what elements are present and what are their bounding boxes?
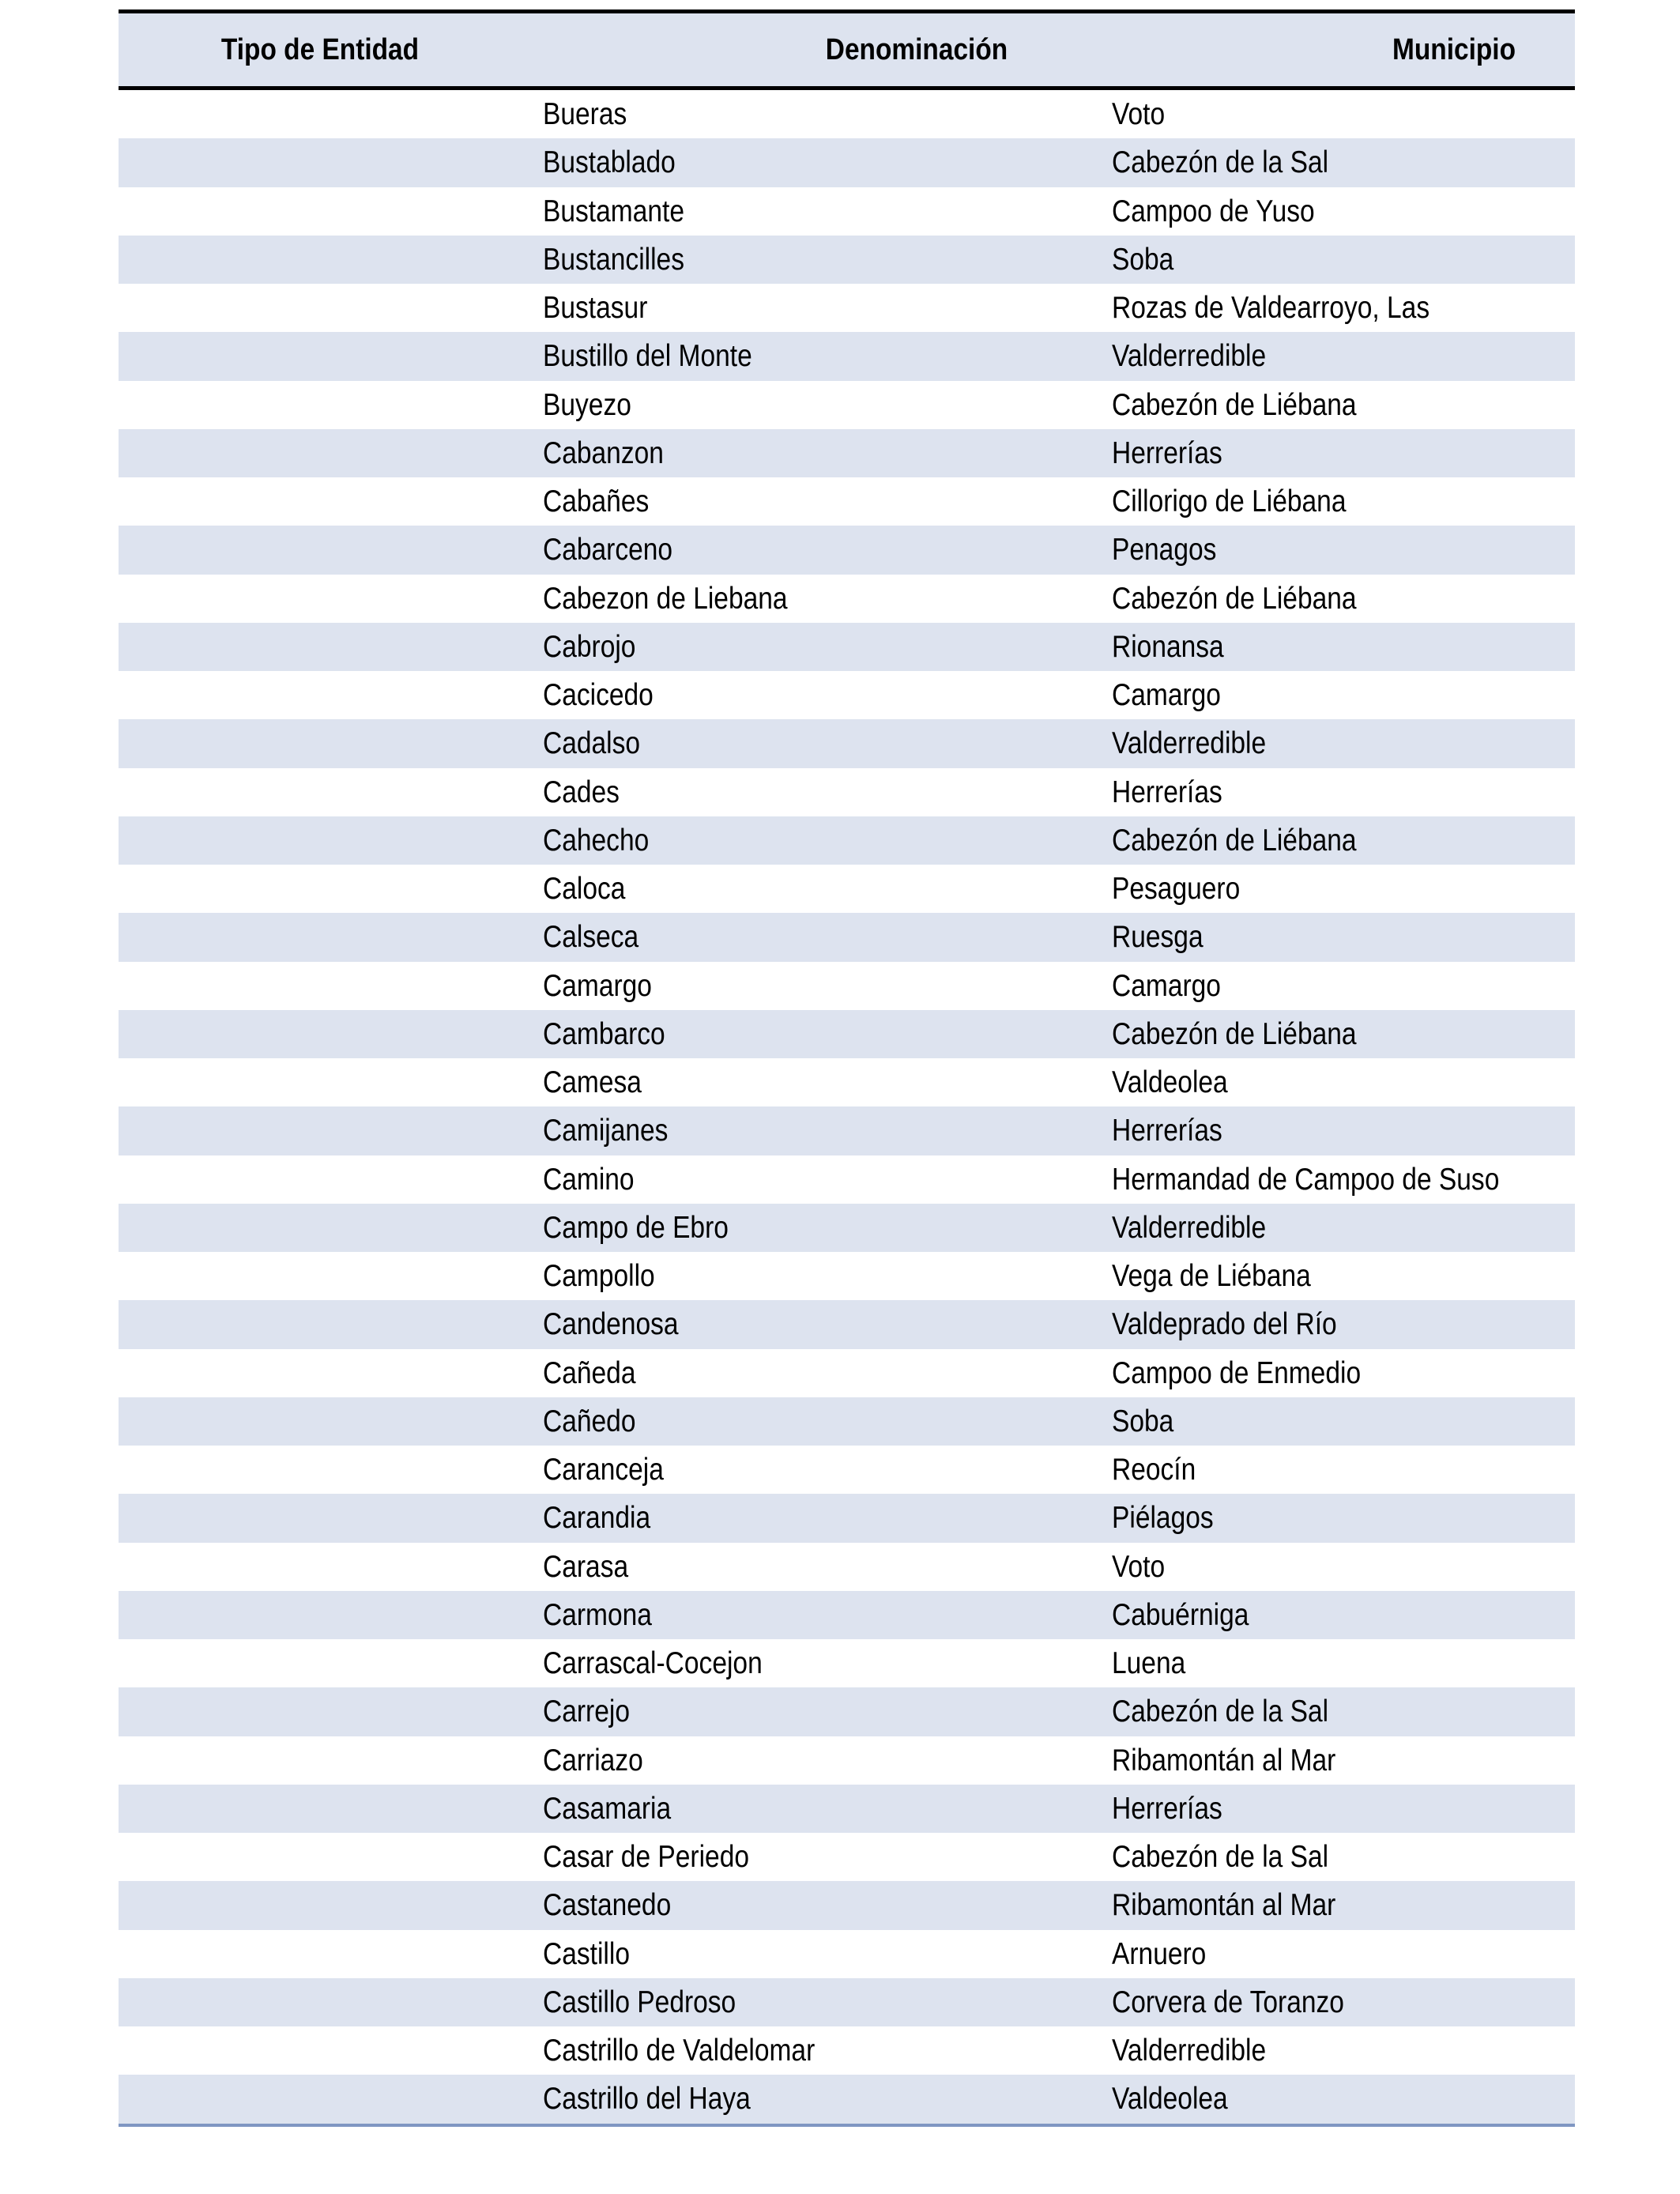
cell-denominacion: Carrascal-Cocejon [543,1646,763,1680]
cell-tipo [119,477,465,526]
table-row [119,284,1575,332]
cell-municipio: Luena [1112,1646,1186,1680]
cell-tipo [119,429,465,477]
cell-tipo [119,671,465,719]
cell-tipo [119,1785,465,1833]
cell-tipo [119,1833,465,1881]
table-row [119,1397,1575,1446]
cell-municipio: Camargo [1112,968,1221,1003]
cell-tipo [119,1930,465,1978]
table-row [119,623,1575,671]
cell-municipio: Camargo [1112,678,1221,712]
table-header [119,9,1575,90]
table-row [119,1785,1575,1833]
cell-municipio: Valdeolea [1112,2082,1228,2117]
table-row [119,1881,1575,1929]
cell-denominacion: Caranceja [543,1453,664,1487]
cell-municipio: Piélagos [1112,1501,1214,1536]
cell-tipo [119,865,465,913]
cell-municipio: Valderredible [1112,726,1267,761]
table-row [119,1930,1575,1978]
cell-denominacion: Cañedo [543,1404,636,1438]
cell-municipio: Soba [1112,242,1174,277]
cell-denominacion: Campo de Ebro [543,1210,729,1245]
cell-tipo [119,575,465,623]
cell-denominacion: Cañeda [543,1355,636,1390]
cell-municipio: Voto [1112,97,1166,131]
cell-municipio: Hermandad de Campoo de Suso [1112,1162,1500,1197]
cell-tipo [119,526,465,574]
table-row [119,1252,1575,1300]
cell-tipo [119,1300,465,1348]
cell-tipo [119,1494,465,1542]
cell-tipo [119,816,465,865]
cell-denominacion: Bustillo del Monte [543,339,752,374]
cell-municipio: Herrerías [1112,435,1222,470]
cell-tipo [119,1687,465,1736]
cell-municipio: Campoo de Yuso [1112,194,1315,228]
cell-denominacion: Bustancilles [543,242,684,277]
cell-municipio: Herrerías [1112,1791,1222,1826]
cell-denominacion: Cambarco [543,1016,665,1051]
cell-denominacion: Camijanes [543,1114,669,1148]
table-row [119,1639,1575,1687]
table-row [119,477,1575,526]
cell-denominacion: Camargo [543,968,652,1003]
table-bottom-rule [119,2124,1575,2127]
cell-municipio: Cabezón de la Sal [1112,1840,1329,1874]
cell-municipio: Penagos [1112,533,1217,567]
cell-tipo [119,1252,465,1300]
table-row [119,1687,1575,1736]
cell-denominacion: Cabanzon [543,435,664,470]
cell-tipo [119,1204,465,1252]
cell-denominacion: Carandia [543,1501,651,1536]
cell-municipio: Campoo de Enmedio [1112,1355,1362,1390]
cell-denominacion: Cabarceno [543,533,673,567]
cell-municipio: Cabezón de la Sal [1112,1695,1329,1729]
table-row [119,1349,1575,1397]
cell-tipo [119,1058,465,1106]
cell-tipo [119,1591,465,1639]
table-row [119,1106,1575,1155]
cell-denominacion: Carasa [543,1549,629,1584]
table-row [119,332,1575,380]
cell-denominacion: Carmona [543,1597,652,1632]
table-row [119,429,1575,477]
cell-municipio: Cabezón de Liébana [1112,823,1357,858]
cell-municipio: Cabezón de Liébana [1112,1016,1357,1051]
cell-tipo [119,962,465,1010]
column-header-denominacion: Denominación [825,33,1008,66]
cell-municipio: Cabuérniga [1112,1597,1249,1632]
table-row [119,1736,1575,1785]
cell-denominacion: Bueras [543,97,627,131]
cell-municipio: Vega de Liébana [1112,1259,1311,1293]
cell-municipio: Ribamontán al Mar [1112,1888,1336,1923]
table-row [119,1204,1575,1252]
cell-municipio: Reocín [1112,1453,1196,1487]
cell-denominacion: Castillo [543,1936,630,1971]
cell-denominacion: Candenosa [543,1307,679,1342]
cell-municipio: Pesaguero [1112,872,1241,906]
cell-tipo [119,236,465,284]
cell-denominacion: Cades [543,775,620,809]
table-row [119,1446,1575,1494]
cell-denominacion: Carriazo [543,1743,643,1777]
table-row [119,381,1575,429]
cell-denominacion: Camesa [543,1065,642,1099]
cell-tipo [119,623,465,671]
cell-denominacion: Caloca [543,872,626,906]
cell-tipo [119,719,465,767]
cell-tipo [119,284,465,332]
cell-tipo [119,1881,465,1929]
cell-municipio: Arnuero [1112,1936,1207,1971]
cell-tipo [119,1397,465,1446]
cell-municipio: Soba [1112,1404,1174,1438]
cell-municipio: Cabezón de la Sal [1112,145,1329,180]
cell-municipio: Valdeolea [1112,1065,1228,1099]
cell-municipio: Cabezón de Liébana [1112,581,1357,616]
cell-tipo [119,1639,465,1687]
table-row [119,1155,1575,1204]
table-row [119,187,1575,236]
cell-municipio: Corvera de Toranzo [1112,1985,1344,2019]
cell-tipo [119,1543,465,1591]
cell-denominacion: Cadalso [543,726,641,761]
table-row [119,1543,1575,1591]
table-row [119,236,1575,284]
cell-municipio: Rionansa [1112,629,1224,664]
cell-tipo [119,913,465,961]
table-row [119,1591,1575,1639]
table-row [119,1833,1575,1881]
cell-denominacion: Casar de Periedo [543,1840,750,1874]
cell-municipio: Herrerías [1112,1114,1222,1148]
cell-denominacion: Castillo Pedroso [543,1985,736,2019]
table-row [119,138,1575,187]
cell-municipio: Ribamontán al Mar [1112,1743,1336,1777]
cell-municipio: Rozas de Valdearroyo, Las [1112,291,1430,325]
cell-denominacion: Cahecho [543,823,650,858]
cell-denominacion: Calseca [543,920,639,955]
table-row [119,90,1575,138]
cell-tipo [119,1010,465,1058]
table-row [119,719,1575,767]
table-row [119,913,1575,961]
table-row [119,1978,1575,2026]
cell-denominacion: Cabezon de Liebana [543,581,788,616]
cell-municipio: Valderredible [1112,339,1267,374]
table-row [119,865,1575,913]
table-row [119,1010,1575,1058]
table-row [119,575,1575,623]
cell-municipio: Cillorigo de Liébana [1112,484,1347,518]
cell-tipo [119,187,465,236]
cell-tipo [119,332,465,380]
cell-denominacion: Bustasur [543,291,648,325]
cell-denominacion: Buyezo [543,387,631,422]
table-row [119,526,1575,574]
cell-tipo [119,1446,465,1494]
cell-denominacion: Bustamante [543,194,684,228]
table-row [119,816,1575,865]
cell-denominacion: Camino [543,1162,635,1197]
cell-tipo [119,381,465,429]
cell-tipo [119,1736,465,1785]
cell-tipo [119,2026,465,2075]
table-row [119,768,1575,816]
table-row [119,1058,1575,1106]
cell-denominacion: Castrillo de Valdelomar [543,2034,816,2068]
cell-municipio: Valderredible [1112,1210,1267,1245]
cell-denominacion: Castanedo [543,1888,672,1923]
cell-tipo [119,1349,465,1397]
cell-denominacion: Castrillo del Haya [543,2082,751,2117]
cell-tipo [119,90,465,138]
cell-denominacion: Cabañes [543,484,650,518]
cell-municipio: Herrerías [1112,775,1222,809]
cell-municipio: Voto [1112,1549,1166,1584]
column-header-municipio: Municipio [1392,33,1516,66]
cell-denominacion: Bustablado [543,145,676,180]
cell-municipio: Valdeprado del Río [1112,1307,1337,1342]
cell-denominacion: Carrejo [543,1695,630,1729]
cell-tipo [119,1106,465,1155]
table-row [119,671,1575,719]
cell-tipo [119,2075,465,2123]
cell-tipo [119,1978,465,2026]
cell-tipo [119,768,465,816]
table-body [119,90,1575,2124]
table-row [119,2026,1575,2075]
cell-denominacion: Campollo [543,1259,655,1293]
table-row [119,1494,1575,1542]
cell-municipio: Valderredible [1112,2034,1267,2068]
cell-municipio: Cabezón de Liébana [1112,387,1357,422]
cell-tipo [119,1155,465,1204]
cell-tipo [119,138,465,187]
cell-denominacion: Casamaria [543,1791,672,1826]
entity-table [119,9,1575,2127]
cell-municipio: Ruesga [1112,920,1203,955]
cell-denominacion: Cacicedo [543,678,654,712]
table-row [119,1300,1575,1348]
table-row [119,962,1575,1010]
cell-denominacion: Cabrojo [543,629,636,664]
column-header-tipo: Tipo de Entidad [220,33,420,66]
table-row [119,2075,1575,2123]
